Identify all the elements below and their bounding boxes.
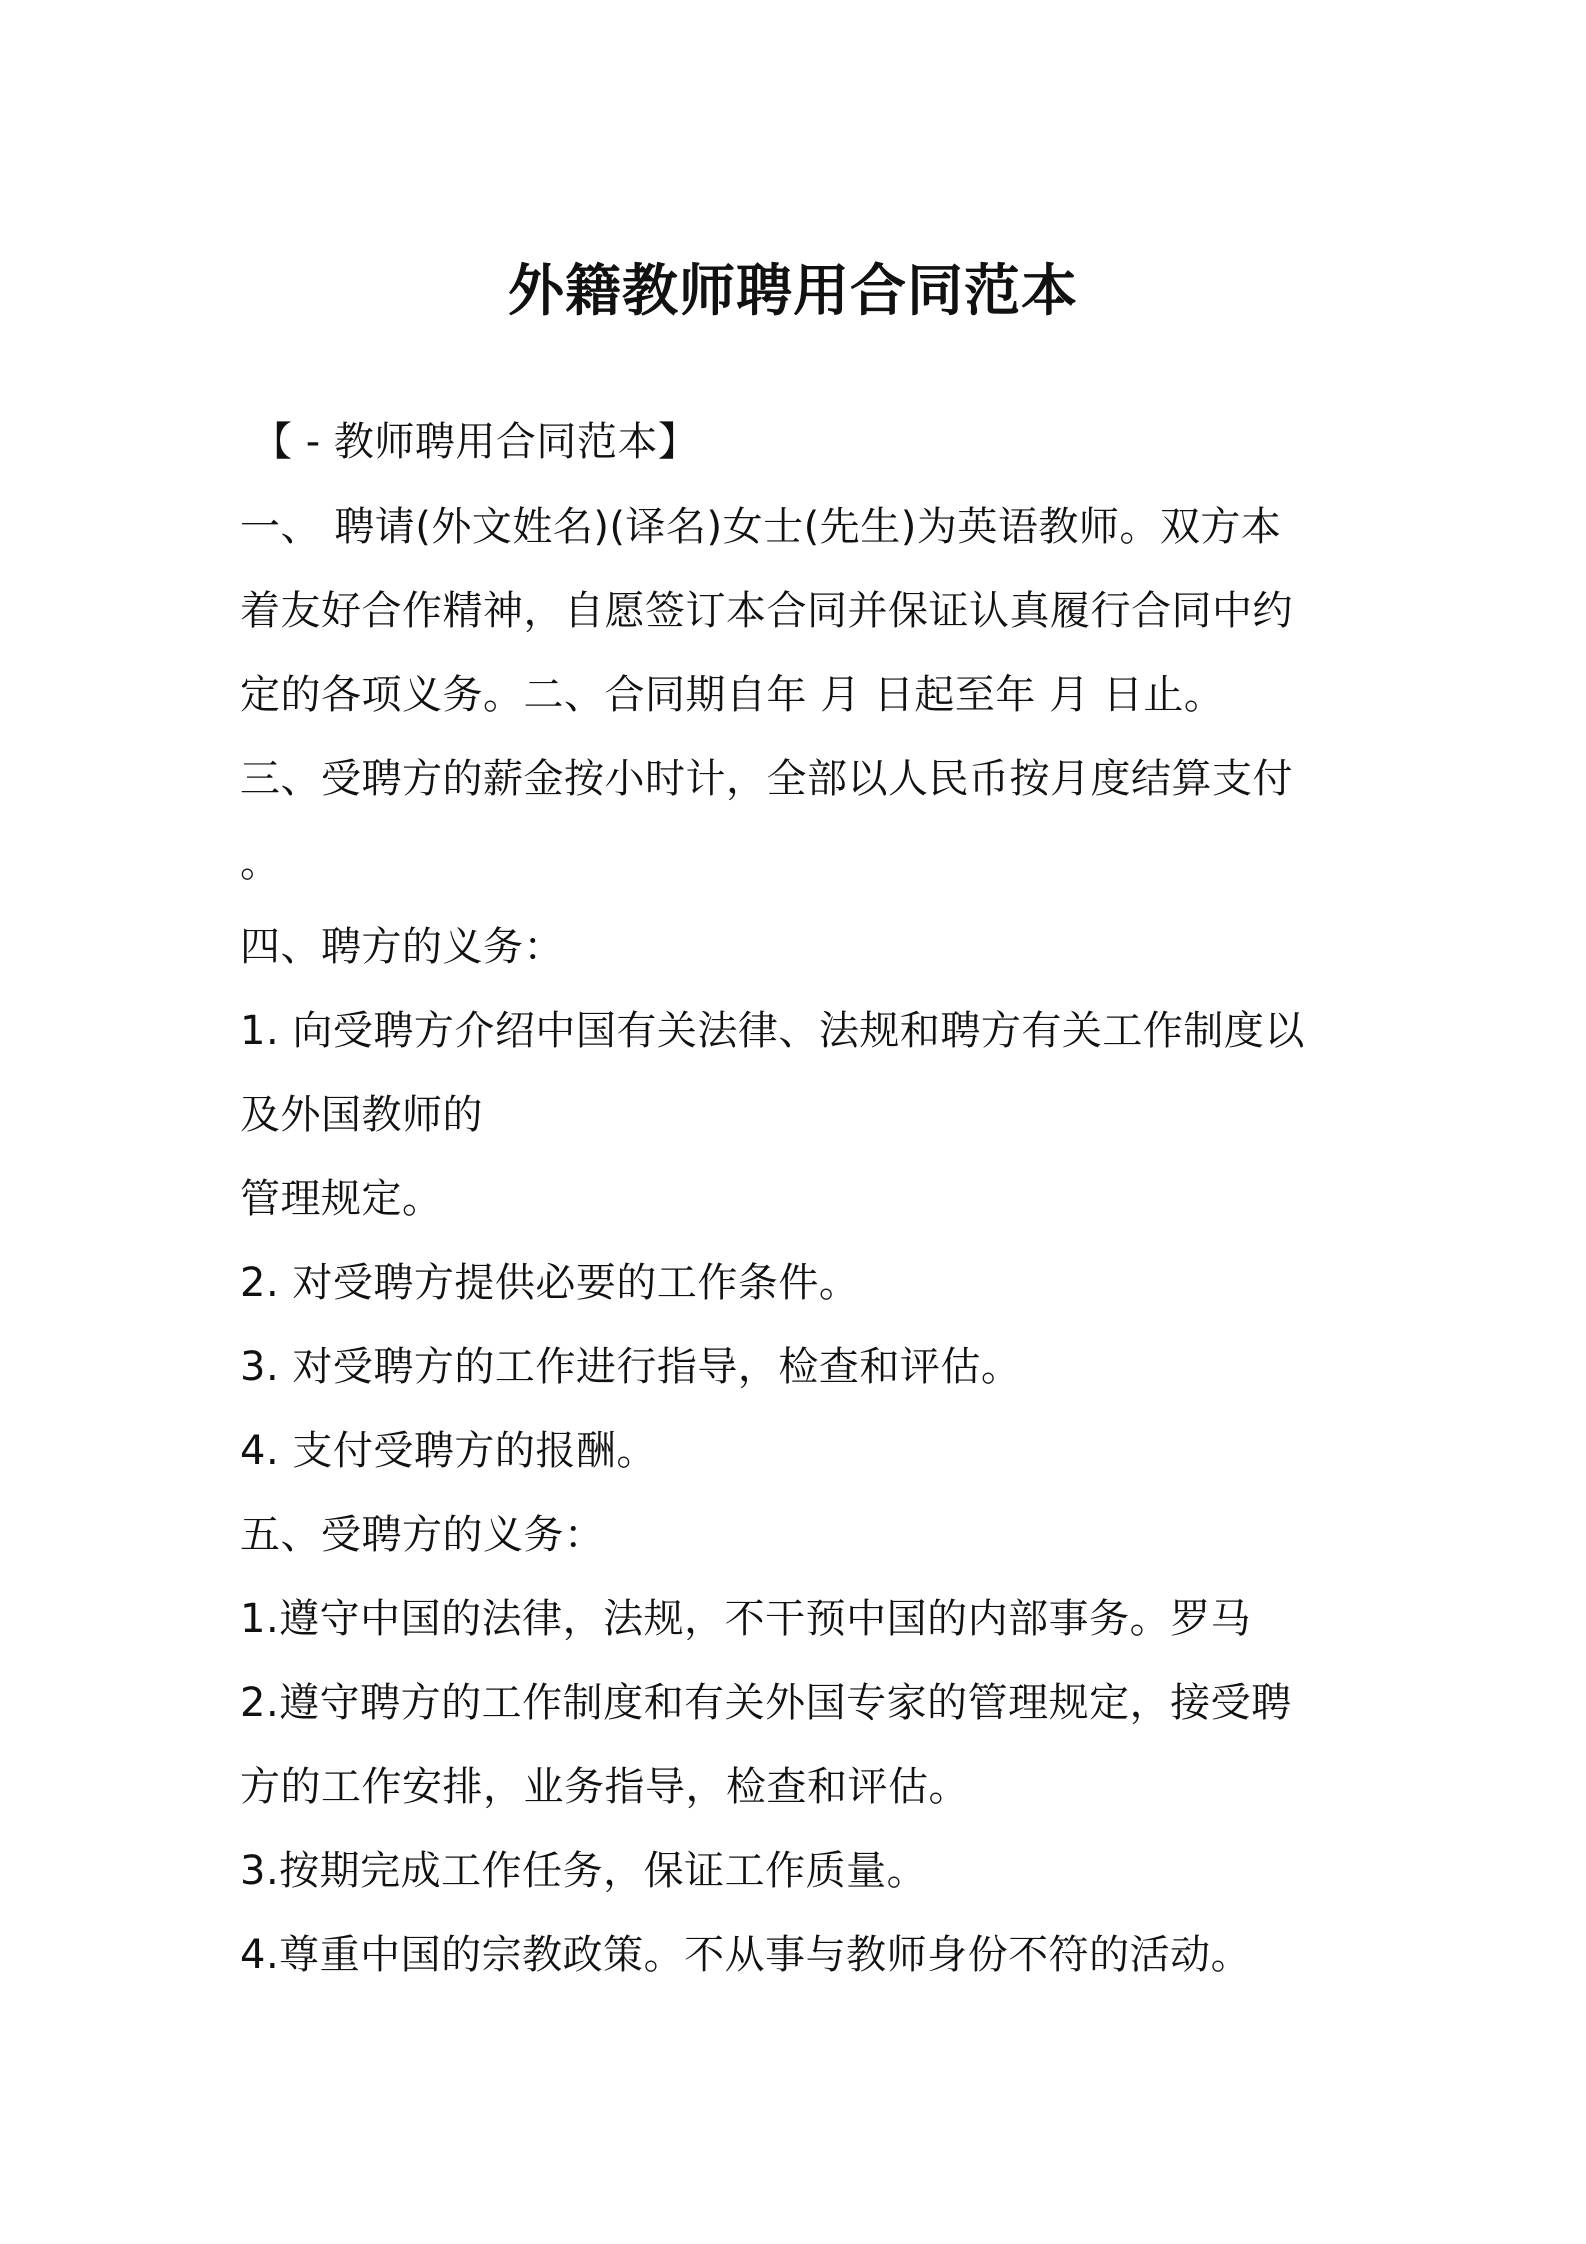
section-heading: 四、聘方的义务： bbox=[240, 924, 564, 970]
list-item-continuation: 管理规定。 bbox=[240, 1176, 443, 1222]
list-item: 4. 支付受聘方的报酬。 bbox=[240, 1428, 657, 1474]
list-item: 3. 对受聘方的工作进行指导，检查和评估。 bbox=[240, 1344, 1022, 1390]
body-line: 。 bbox=[240, 840, 281, 886]
body-line: 定的各项义务。二、合同期自年 月 日起至年 月 日止。 bbox=[240, 672, 1225, 718]
document-title: 外籍教师聘用合同范本 bbox=[508, 259, 1078, 324]
list-item: 1. 向受聘方介绍中国有关法律、法规和聘方有关工作制度以 bbox=[240, 1008, 1305, 1054]
list-item-continuation: 及外国教师的 bbox=[240, 1092, 483, 1138]
list-item: 4.尊重中国的宗教政策。不从事与教师身份不符的活动。 bbox=[240, 1932, 1252, 1978]
list-item: 2.遵守聘方的工作制度和有关外国专家的管理规定，接受聘 bbox=[240, 1680, 1292, 1726]
body-line: 着友好合作精神，自愿签订本合同并保证认真履行合同中约 bbox=[240, 588, 1293, 634]
list-item: 2. 对受聘方提供必要的工作条件。 bbox=[240, 1260, 860, 1306]
body-line: 三、受聘方的薪金按小时计，全部以人民币按月度结算支付 bbox=[240, 756, 1293, 802]
list-item: 1.遵守中国的法律，法规，不干预中国的内部事务。罗马 bbox=[240, 1596, 1252, 1642]
body-line: 一、 聘请(外文姓名)(译名)女士(先生)为英语教师。双方本 bbox=[240, 504, 1282, 550]
section-heading: 五、受聘方的义务： bbox=[240, 1512, 605, 1558]
subtitle-line: 【 - 教师聘用合同范本】 bbox=[252, 419, 699, 465]
list-item: 3.按期完成工作任务，保证工作质量。 bbox=[240, 1848, 928, 1894]
list-item-continuation: 方的工作安排，业务指导，检查和评估。 bbox=[240, 1764, 969, 1810]
